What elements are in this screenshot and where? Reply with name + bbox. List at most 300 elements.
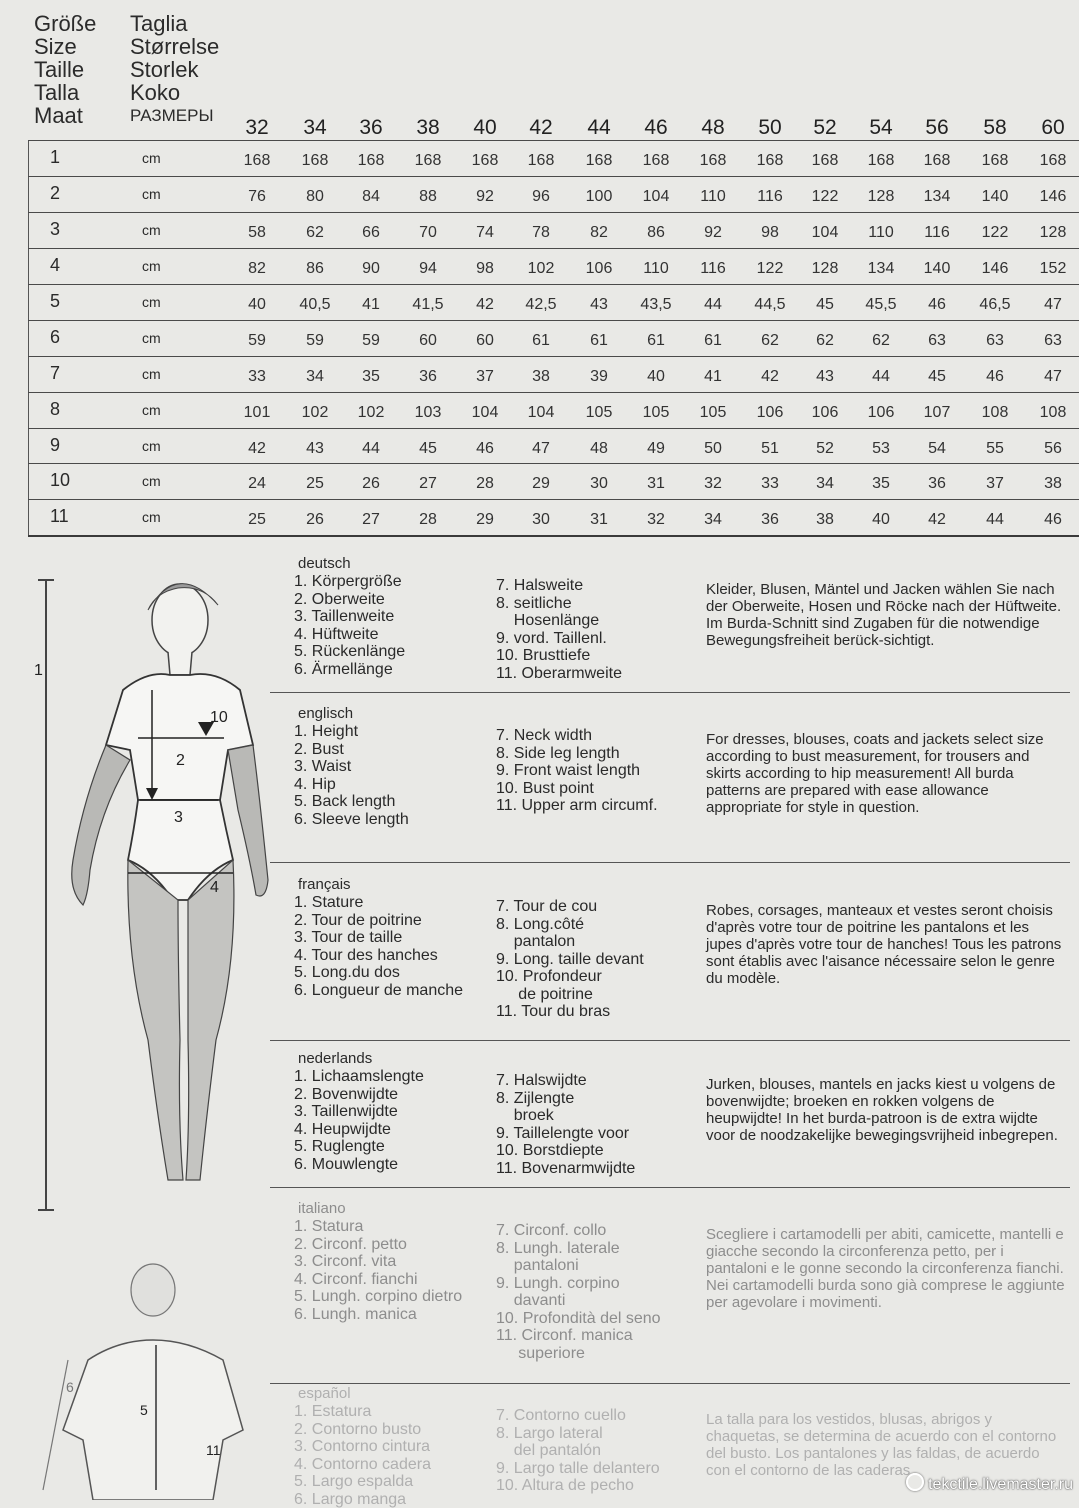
table-cell: 107 <box>912 404 962 422</box>
measurement-item: 7. Contorno cuello <box>496 1407 696 1425</box>
measurement-item: 9. Lungh. corpino <box>496 1275 696 1293</box>
measurement-list-right <box>496 1222 696 1362</box>
table-cell: 168 <box>856 152 906 170</box>
size-number: 32 <box>232 116 282 140</box>
table-cell: 45 <box>403 440 453 458</box>
table-cell: 56 <box>1028 440 1078 458</box>
table-cell: 102 <box>290 404 340 422</box>
size-number: 36 <box>346 116 396 140</box>
measurement-item: 1. Statura <box>294 1218 509 1236</box>
table-cell: 74 <box>460 224 510 242</box>
table-cell: 24 <box>232 475 282 493</box>
measurement-item: 10. Brusttiefe <box>496 647 696 665</box>
measurement-item: 6. Mouwlengte <box>294 1156 509 1174</box>
measurement-item: 3. Contorno cintura <box>294 1438 509 1456</box>
table-cell: 106 <box>745 404 795 422</box>
table-cell: 39 <box>574 368 624 386</box>
table-cell: 32 <box>688 475 738 493</box>
measurement-item: 3. Tour de taille <box>294 929 509 947</box>
measurement-number: 11 <box>50 506 80 527</box>
table-cell: 98 <box>745 224 795 242</box>
table-cell: 168 <box>745 152 795 170</box>
table-cell: 102 <box>516 260 566 278</box>
table-cell: 30 <box>516 511 566 529</box>
measurement-item: 8. Lungh. laterale <box>496 1240 696 1258</box>
table-cell: 62 <box>745 332 795 350</box>
table-cell: 50 <box>688 440 738 458</box>
table-cell: 37 <box>970 475 1020 493</box>
measurement-list-left <box>294 573 509 678</box>
measurement-item: 9. Front waist length <box>496 762 696 780</box>
size-label-column-right <box>130 12 250 127</box>
table-cell: 134 <box>856 260 906 278</box>
measurement-item: 4. Contorno cadera <box>294 1456 509 1474</box>
table-cell: 34 <box>688 511 738 529</box>
table-cell: 36 <box>745 511 795 529</box>
table-cell: 37 <box>460 368 510 386</box>
measurement-item: 1. Stature <box>294 894 509 912</box>
measurement-item: broek <box>496 1107 696 1125</box>
table-cell: 40,5 <box>290 296 340 314</box>
table-cell: 28 <box>460 475 510 493</box>
measurement-number: 3 <box>50 219 80 240</box>
language-name: englisch <box>298 705 353 722</box>
table-cell: 61 <box>574 332 624 350</box>
measurement-item: 8. seitliche <box>496 595 696 613</box>
table-cell: 42 <box>232 440 282 458</box>
measurement-item: 4. Hüftweite <box>294 626 509 644</box>
measurement-list-left <box>294 1068 509 1173</box>
unit-label: cm <box>142 186 161 202</box>
size-number: 58 <box>970 116 1020 140</box>
measurement-item: 4. Circonf. fianchi <box>294 1271 509 1289</box>
table-cell: 42 <box>460 296 510 314</box>
measurement-item: 3. Circonf. vita <box>294 1253 509 1271</box>
measurement-item: 3. Taillenweite <box>294 608 509 626</box>
measurement-list-left <box>294 1218 509 1323</box>
size-number: 44 <box>574 116 624 140</box>
measurement-item: 5. Back length <box>294 793 509 811</box>
unit-label: cm <box>142 473 161 489</box>
table-cell: 45 <box>800 296 850 314</box>
table-cell: 140 <box>912 260 962 278</box>
figure-label-bust-point: 10 <box>210 709 228 726</box>
table-cell: 104 <box>460 404 510 422</box>
table-cell: 59 <box>232 332 282 350</box>
watermark-text: tekctile.livemaster.ru <box>928 1476 1073 1493</box>
measurement-item: 9. vord. Taillenl. <box>496 630 696 648</box>
measurement-item: 5. Rückenlänge <box>294 643 509 661</box>
unit-label: cm <box>142 330 161 346</box>
table-row <box>28 428 1079 465</box>
measurement-number: 5 <box>50 291 80 312</box>
table-cell: 94 <box>403 260 453 278</box>
section-divider <box>270 1383 1070 1384</box>
measurement-item: 9. Largo talle delantero <box>496 1460 696 1478</box>
size-label: Koko <box>130 81 250 104</box>
table-cell: 86 <box>290 260 340 278</box>
table-cell: 116 <box>912 224 962 242</box>
table-cell: 43,5 <box>631 296 681 314</box>
measurement-item: 2. Oberweite <box>294 591 509 609</box>
measurement-item: 4. Hip <box>294 776 509 794</box>
size-number: 40 <box>460 116 510 140</box>
table-row <box>28 320 1079 357</box>
table-cell: 168 <box>232 152 282 170</box>
size-label: РАЗМЕРЫ <box>130 104 250 127</box>
table-cell: 43 <box>290 440 340 458</box>
figure-label-waist: 3 <box>174 809 183 826</box>
measurement-list-right <box>496 727 696 815</box>
measurement-item: 4. Tour des hanches <box>294 947 509 965</box>
size-number: 52 <box>800 116 850 140</box>
table-cell: 53 <box>856 440 906 458</box>
measurement-number: 7 <box>50 363 80 384</box>
table-cell: 128 <box>1028 224 1078 242</box>
measurement-item: 5. Lungh. corpino dietro <box>294 1288 509 1306</box>
unit-label: cm <box>142 438 161 454</box>
measurement-list-right <box>496 898 696 1021</box>
table-cell: 108 <box>970 404 1020 422</box>
unit-label: cm <box>142 258 161 274</box>
table-cell: 30 <box>574 475 624 493</box>
table-cell: 46 <box>912 296 962 314</box>
table-cell: 108 <box>1028 404 1078 422</box>
size-number: 46 <box>631 116 681 140</box>
table-cell: 38 <box>516 368 566 386</box>
table-cell: 41,5 <box>403 296 453 314</box>
size-label: Storlek <box>130 58 250 81</box>
table-cell: 100 <box>574 188 624 206</box>
table-cell: 104 <box>631 188 681 206</box>
measurement-number: 8 <box>50 399 80 420</box>
table-cell: 46,5 <box>970 296 1020 314</box>
table-cell: 60 <box>460 332 510 350</box>
section-divider <box>270 1187 1070 1188</box>
size-number: 34 <box>290 116 340 140</box>
table-cell: 98 <box>460 260 510 278</box>
measurement-item: 6. Lungh. manica <box>294 1306 509 1324</box>
measurement-item: 7. Neck width <box>496 727 696 745</box>
table-row <box>28 356 1079 393</box>
table-cell: 46 <box>970 368 1020 386</box>
table-cell: 47 <box>1028 368 1078 386</box>
table-cell: 61 <box>688 332 738 350</box>
table-cell: 105 <box>631 404 681 422</box>
table-row <box>28 248 1079 285</box>
table-cell: 116 <box>688 260 738 278</box>
table-cell: 47 <box>1028 296 1078 314</box>
table-cell: 110 <box>631 260 681 278</box>
measurement-item: 10. Profondeur <box>496 968 696 986</box>
table-cell: 59 <box>290 332 340 350</box>
measurement-item: 6. Largo manga <box>294 1491 509 1508</box>
measurement-list-left <box>294 1403 509 1508</box>
measurement-item: 10. Profondità del seno <box>496 1310 696 1328</box>
back-view-head <box>131 1264 175 1316</box>
table-cell: 86 <box>631 224 681 242</box>
table-cell: 102 <box>346 404 396 422</box>
unit-label: cm <box>142 402 161 418</box>
size-advice-text: For dresses, blouses, coats and jackets select size according to bust measurement, for trousers and skirts according to hip measurement! All burda patterns are prepared with ease allowance appropriate for style in question. <box>706 731 1066 816</box>
measurement-item: 2. Tour de poitrine <box>294 912 509 930</box>
table-cell: 66 <box>346 224 396 242</box>
table-cell: 42,5 <box>516 296 566 314</box>
table-cell: 168 <box>688 152 738 170</box>
unit-label: cm <box>142 366 161 382</box>
table-cell: 48 <box>574 440 624 458</box>
table-cell: 104 <box>800 224 850 242</box>
language-name: français <box>298 876 351 893</box>
table-cell: 27 <box>346 511 396 529</box>
watermark <box>906 1473 1073 1494</box>
measurement-item: 6. Sleeve length <box>294 811 509 829</box>
measurement-item: 7. Halswijdte <box>496 1072 696 1090</box>
size-number: 48 <box>688 116 738 140</box>
table-cell: 168 <box>460 152 510 170</box>
table-cell: 33 <box>232 368 282 386</box>
size-label: Größe <box>34 12 126 35</box>
table-cell: 52 <box>800 440 850 458</box>
size-label: Maat <box>34 104 126 127</box>
measurement-number: 2 <box>50 183 80 204</box>
size-label: Taille <box>34 58 126 81</box>
measurement-item: 11. Circonf. manica <box>496 1327 696 1345</box>
table-cell: 70 <box>403 224 453 242</box>
table-cell: 101 <box>232 404 282 422</box>
table-cell: 110 <box>688 188 738 206</box>
measurement-item: 2. Bovenwijdte <box>294 1086 509 1104</box>
table-cell: 42 <box>745 368 795 386</box>
measurement-item: 2. Circonf. petto <box>294 1236 509 1254</box>
measurement-item: 11. Upper arm circumf. <box>496 797 696 815</box>
table-cell: 45,5 <box>856 296 906 314</box>
language-name: deutsch <box>298 555 351 572</box>
language-name: español <box>298 1385 351 1402</box>
unit-label: cm <box>142 222 161 238</box>
table-cell: 36 <box>403 368 453 386</box>
table-cell: 92 <box>688 224 738 242</box>
table-cell: 35 <box>856 475 906 493</box>
table-cell: 43 <box>574 296 624 314</box>
table-cell: 63 <box>912 332 962 350</box>
table-cell: 104 <box>516 404 566 422</box>
table-cell: 106 <box>856 404 906 422</box>
size-number: 38 <box>403 116 453 140</box>
table-cell: 26 <box>346 475 396 493</box>
size-advice-text: Jurken, blouses, mantels en jacks kiest u volgens de bovenwijdte; broeken en rokken volgens de heupwijdte! In het burda-patroon is de extra wijdte voor de noodzakelijke bewegingsvrijheid inbegrepen. <box>706 1076 1066 1144</box>
measurement-item: 6. Longueur de manche <box>294 982 509 1000</box>
table-cell: 76 <box>232 188 282 206</box>
size-number: 50 <box>745 116 795 140</box>
section-divider <box>270 1040 1070 1041</box>
table-cell: 62 <box>290 224 340 242</box>
table-cell: 25 <box>290 475 340 493</box>
table-row <box>28 176 1079 213</box>
table-cell: 168 <box>574 152 624 170</box>
table-cell: 40 <box>232 296 282 314</box>
measurement-item: 9. Long. taille devant <box>496 951 696 969</box>
figure-label-bust: 2 <box>176 752 185 769</box>
table-cell: 80 <box>290 188 340 206</box>
measurement-item: 3. Waist <box>294 758 509 776</box>
measurement-item: 8. Long.côté <box>496 916 696 934</box>
size-number: 42 <box>516 116 566 140</box>
measurement-item: de poitrine <box>496 986 696 1004</box>
measurement-number: 9 <box>50 435 80 456</box>
table-cell: 44 <box>970 511 1020 529</box>
measurement-item: 1. Estatura <box>294 1403 509 1421</box>
measurement-item: 7. Tour de cou <box>496 898 696 916</box>
table-cell: 29 <box>516 475 566 493</box>
measurement-item: 1. Lichaamslengte <box>294 1068 509 1086</box>
figure-label-hip: 4 <box>210 879 219 896</box>
size-number: 60 <box>1028 116 1078 140</box>
measurement-item: 4. Heupwijdte <box>294 1121 509 1139</box>
table-cell: 90 <box>346 260 396 278</box>
measurement-item: 11. Tour du bras <box>496 1003 696 1021</box>
table-cell: 63 <box>1028 332 1078 350</box>
measurement-item: 1. Height <box>294 723 509 741</box>
table-row <box>28 499 1079 536</box>
table-cell: 59 <box>346 332 396 350</box>
measurement-list-right <box>496 1072 696 1177</box>
table-cell: 168 <box>1028 152 1078 170</box>
measurement-item: 7. Halsweite <box>496 577 696 595</box>
table-cell: 140 <box>970 188 1020 206</box>
table-row <box>28 140 1079 177</box>
table-cell: 36 <box>912 475 962 493</box>
table-cell: 51 <box>745 440 795 458</box>
table-cell: 27 <box>403 475 453 493</box>
figure-label-back-length: 5 <box>140 1402 148 1418</box>
table-cell: 128 <box>856 188 906 206</box>
measurement-item: 8. Largo lateral <box>496 1425 696 1443</box>
table-cell: 128 <box>800 260 850 278</box>
table-cell: 106 <box>574 260 624 278</box>
table-row <box>28 284 1079 321</box>
table-cell: 58 <box>232 224 282 242</box>
figure-label-height: 1 <box>34 662 43 679</box>
measurement-item: 10. Altura de pecho <box>496 1477 696 1495</box>
figure-label-sleeve-length: 6 <box>66 1379 74 1395</box>
table-cell: 40 <box>631 368 681 386</box>
table-row <box>28 392 1079 429</box>
table-cell: 168 <box>346 152 396 170</box>
measurement-list-right <box>496 577 696 682</box>
table-bottom-border <box>28 535 1079 537</box>
table-cell: 41 <box>346 296 396 314</box>
measurement-item: 5. Largo espalda <box>294 1473 509 1491</box>
table-cell: 38 <box>1028 475 1078 493</box>
measurement-item: Hosenlänge <box>496 612 696 630</box>
measurement-list-left <box>294 723 509 828</box>
table-cell: 106 <box>800 404 850 422</box>
measurement-list-left <box>294 894 509 999</box>
size-number: 56 <box>912 116 962 140</box>
measurement-number: 4 <box>50 255 80 276</box>
section-divider <box>270 862 1070 863</box>
size-label-column-left <box>34 12 126 127</box>
table-cell: 168 <box>912 152 962 170</box>
table-cell: 54 <box>912 440 962 458</box>
size-advice-text: Robes, corsages, manteaux et vestes seront choisis d'après votre tour de poitrine les pantalons et les jupes d'après votre tour de hanches! Tous les patrons sont établis avec l'aisance nécessaire selon le genre du modèle. <box>706 902 1066 987</box>
watermark-icon <box>906 1473 924 1491</box>
size-label: Size <box>34 35 126 58</box>
table-cell: 43 <box>800 368 850 386</box>
measurement-item: davanti <box>496 1292 696 1310</box>
table-cell: 46 <box>460 440 510 458</box>
unit-label: cm <box>142 150 161 166</box>
unit-label: cm <box>142 294 161 310</box>
language-name: nederlands <box>298 1050 372 1067</box>
measurement-item: pantalon <box>496 933 696 951</box>
table-cell: 168 <box>403 152 453 170</box>
measurement-number: 6 <box>50 327 80 348</box>
table-cell: 44,5 <box>745 296 795 314</box>
size-advice-text: La talla para los vestidos, blusas, abrigos y chaquetas, se determina de acuerdo con el contorno del busto. Los pantalones y las faldas, de acuerdo con el contorno de las caderas. <box>706 1411 1066 1479</box>
figure-label-upper-arm: 11 <box>206 1442 221 1458</box>
left-arm-shape <box>72 745 130 905</box>
table-cell: 45 <box>912 368 962 386</box>
section-divider <box>270 692 1070 693</box>
table-cell: 47 <box>516 440 566 458</box>
table-row <box>28 212 1079 249</box>
table-cell: 26 <box>290 511 340 529</box>
measurement-item: 7. Circonf. collo <box>496 1222 696 1240</box>
left-leg-shape <box>128 860 183 1180</box>
table-cell: 105 <box>574 404 624 422</box>
table-cell: 31 <box>631 475 681 493</box>
unit-label: cm <box>142 509 161 525</box>
table-cell: 32 <box>631 511 681 529</box>
table-cell: 96 <box>516 188 566 206</box>
table-cell: 152 <box>1028 260 1078 278</box>
measurement-item: 8. Zijlengte <box>496 1090 696 1108</box>
table-cell: 41 <box>688 368 738 386</box>
table-cell: 105 <box>688 404 738 422</box>
right-leg-shape <box>186 860 234 1180</box>
measurement-number: 10 <box>50 470 80 491</box>
table-cell: 62 <box>856 332 906 350</box>
table-cell: 146 <box>1028 188 1078 206</box>
measurement-item: 5. Long.du dos <box>294 964 509 982</box>
table-cell: 146 <box>970 260 1020 278</box>
table-cell: 31 <box>574 511 624 529</box>
table-cell: 61 <box>631 332 681 350</box>
size-label: Taglia <box>130 12 250 35</box>
table-cell: 92 <box>460 188 510 206</box>
table-cell: 35 <box>346 368 396 386</box>
table-cell: 61 <box>516 332 566 350</box>
measurement-item: 5. Ruglengte <box>294 1138 509 1156</box>
table-cell: 168 <box>290 152 340 170</box>
table-cell: 62 <box>800 332 850 350</box>
table-cell: 63 <box>970 332 1020 350</box>
back-view-bodice <box>63 1340 243 1500</box>
table-cell: 38 <box>800 511 850 529</box>
table-cell: 33 <box>745 475 795 493</box>
table-cell: 122 <box>970 224 1020 242</box>
table-cell: 49 <box>631 440 681 458</box>
table-cell: 110 <box>856 224 906 242</box>
measurement-item: 6. Ärmellänge <box>294 661 509 679</box>
size-advice-text: Kleider, Blusen, Mäntel und Jacken wählen Sie nach der Oberweite, Hosen und Röcke nach der Hüftweite. Im Burda-Schnitt sind Zugaben für die notwendige Bewegungsfreiheit berück-sichtigt. <box>706 581 1066 649</box>
table-cell: 82 <box>574 224 624 242</box>
table-cell: 55 <box>970 440 1020 458</box>
table-cell: 82 <box>232 260 282 278</box>
table-cell: 168 <box>800 152 850 170</box>
